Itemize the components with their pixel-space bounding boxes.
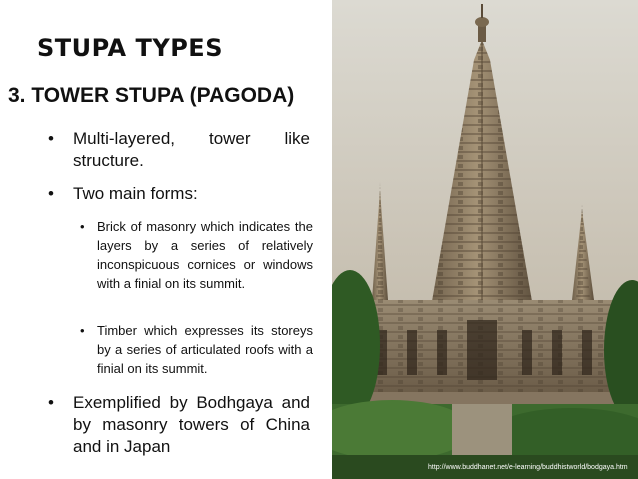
bullet-text: Multi-layered, tower like structure. — [73, 129, 310, 170]
temple-illustration — [332, 0, 638, 479]
bullet-dot-icon: • — [80, 323, 85, 338]
sub-bullet-text: Timber which expresses its storeys by a series of articulated roofs with a finial on its summit. — [97, 323, 313, 376]
bullet-text: Exemplified by Bodhgaya and by masonry towers of China and in Japan — [73, 393, 310, 456]
bullet-dot-icon: • — [80, 219, 85, 234]
bullet-dot-icon: • — [48, 184, 54, 203]
bullet-dot-icon: • — [48, 129, 54, 148]
slide-title: STUPA TYPES — [37, 34, 223, 62]
photo-credit-link[interactable]: http://www.buddhanet.net/e-learning/buddhistworld/bodgaya.htm — [428, 464, 628, 471]
bullet-dot-icon: • — [48, 393, 54, 412]
temple-photo — [332, 0, 638, 479]
bullet-text: Two main forms: — [73, 184, 198, 203]
sub-bullet-text: Brick of masonry which indicates the layers by a series of relatively inconspicuous cornices or windows with a finial on its summit. — [97, 219, 313, 291]
slide-subtitle: 3. TOWER STUPA (PAGODA) — [8, 84, 295, 107]
